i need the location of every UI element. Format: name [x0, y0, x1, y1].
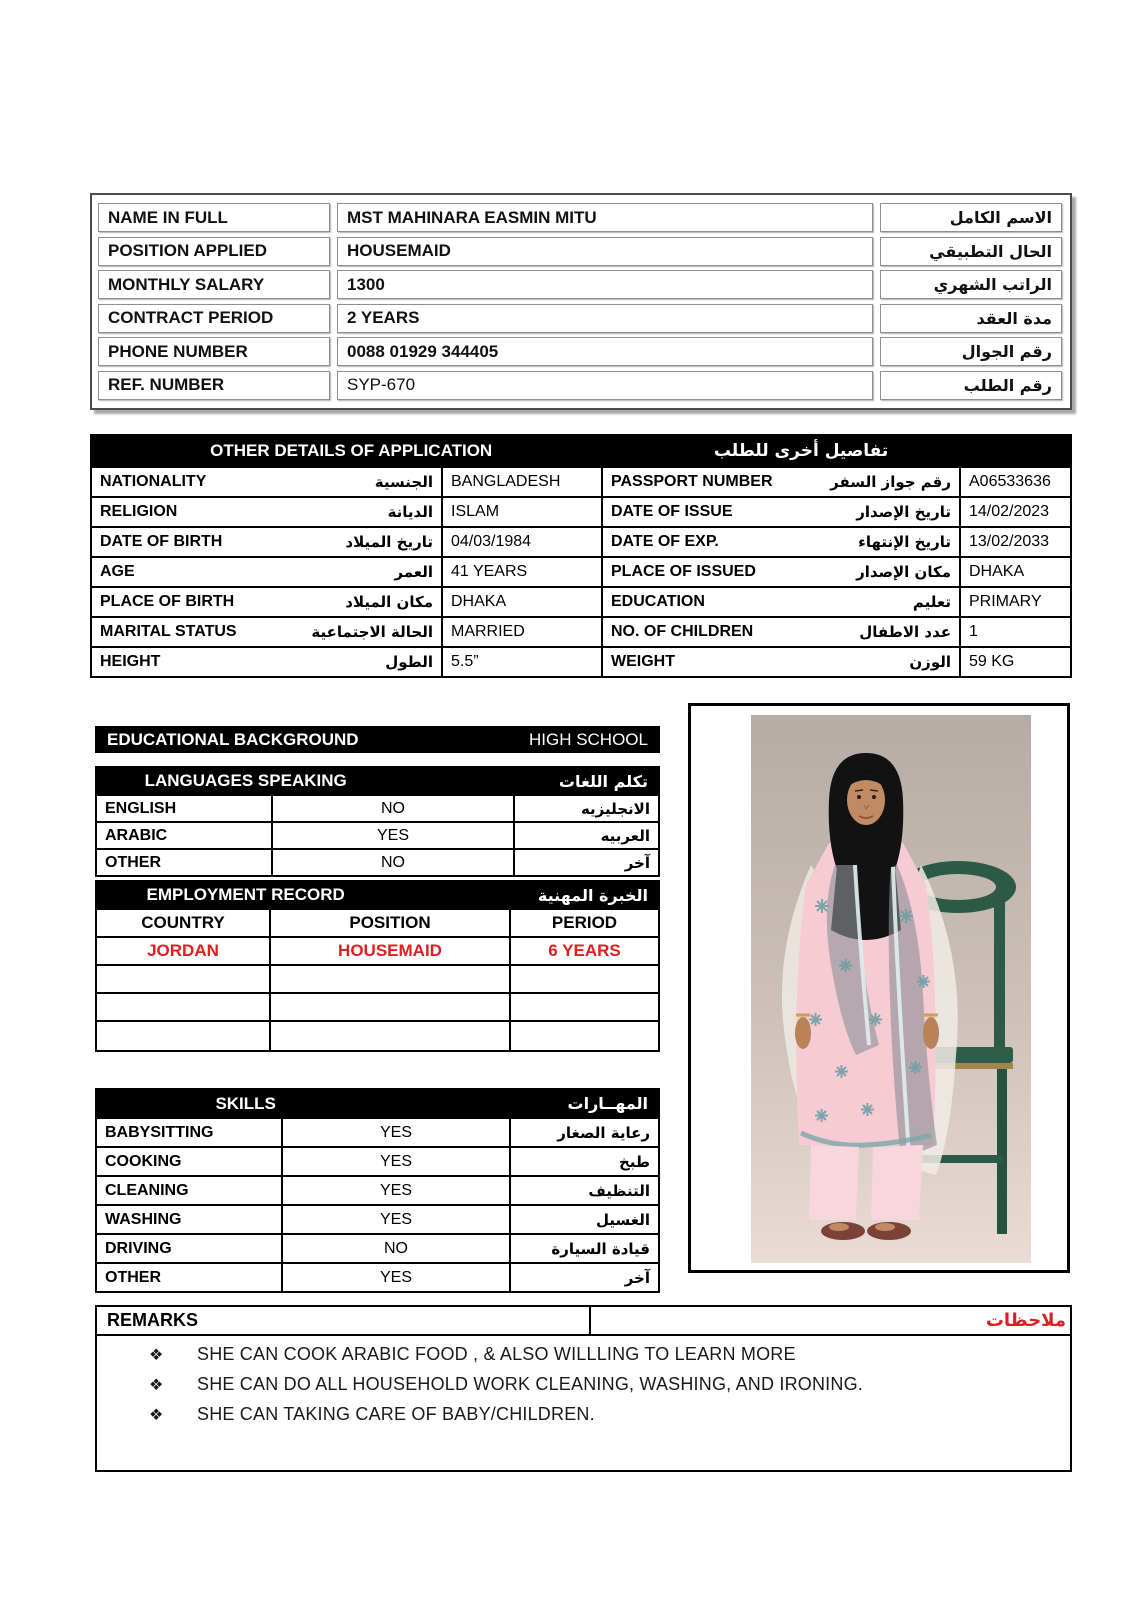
field-label-arabic: تاريخ الميلاد [345, 533, 433, 551]
employment-country [97, 994, 271, 1020]
skill-label: BABYSITTING [97, 1119, 283, 1146]
section-title-arabic: ملاحظات [985, 1310, 1066, 1331]
employment-period [511, 966, 658, 992]
field-label-arabic: تعليم [912, 593, 951, 611]
employment-row [97, 936, 658, 964]
field-label-arabic: الوزن [909, 653, 951, 671]
field-label-arabic: رقم الجوال [880, 337, 1062, 366]
field-value: 5.5” [443, 648, 603, 676]
field-value: 1 [969, 623, 978, 640]
field-value: DHAKA [969, 563, 1025, 580]
field-label: DATE OF ISSUE [611, 503, 733, 520]
field-label: CONTRACT PERIOD [98, 304, 330, 333]
language-label-arabic: الانجليزيه [580, 799, 650, 818]
field-value: PRIMARY [969, 593, 1042, 610]
skill-row [97, 1175, 658, 1204]
language-row [97, 848, 658, 875]
remark-item [97, 1404, 1070, 1434]
field-label: WEIGHT [611, 653, 675, 670]
skill-row [97, 1262, 658, 1291]
section-title-arabic: تفاصيل أخرى للطلب [713, 441, 889, 461]
skill-label-arabic: الغسيل [595, 1210, 650, 1229]
field-value: 1300 [337, 270, 873, 299]
skills-header [97, 1090, 658, 1117]
employment-row [97, 992, 658, 1020]
remark-text: SHE CAN DO ALL HOUSEHOLD WORK CLEANING, WASHING, AND IRONING. [197, 1374, 863, 1394]
field-label: MARITAL STATUS [100, 623, 237, 640]
column-header: POSITION [271, 910, 511, 936]
field-row [98, 270, 1064, 299]
applicant-summary-table [90, 193, 1072, 410]
field-label-arabic: الحالة الاجتماعية [311, 623, 433, 641]
education-level-value: HIGH SCHOOL [528, 729, 648, 749]
employment-header [97, 882, 658, 908]
language-label: ARABIC [97, 823, 273, 848]
field-row [98, 337, 1064, 366]
field-label: HEIGHT [100, 653, 161, 670]
details-row [92, 586, 1070, 616]
skill-row [97, 1233, 658, 1262]
employment-record-table [95, 880, 660, 1052]
field-row [98, 203, 1064, 232]
skill-row [97, 1117, 658, 1146]
field-value: 04/03/1984 [443, 528, 603, 556]
field-value: DHAKA [443, 588, 603, 616]
skill-label-arabic: آخر [624, 1268, 650, 1287]
remarks-list [97, 1336, 1070, 1434]
field-label-arabic: الديانة [387, 503, 433, 521]
diamond-bullet-icon: ❖ [149, 1377, 164, 1394]
employment-position [271, 966, 511, 992]
employment-country [97, 966, 271, 992]
skill-label-arabic: التنظيف [588, 1181, 650, 1200]
applicant-photo [751, 715, 1031, 1263]
field-value: SYP-670 [337, 371, 873, 400]
remark-item [97, 1344, 1070, 1374]
details-row [92, 526, 1070, 556]
field-value: 41 YEARS [443, 558, 603, 586]
field-label-arabic: العمر [394, 563, 433, 581]
language-label-arabic: آخر [624, 853, 650, 872]
field-value: 2 YEARS [337, 304, 873, 333]
other-details-header [92, 436, 1070, 466]
details-row [92, 556, 1070, 586]
remarks-section [95, 1305, 1072, 1472]
skill-label: OTHER [97, 1264, 283, 1291]
field-label-arabic: الجنسية [374, 473, 433, 491]
details-row [92, 646, 1070, 676]
languages-header [97, 768, 658, 794]
employment-row [97, 964, 658, 992]
skill-value: YES [283, 1119, 511, 1146]
skill-label-arabic: رعاية الصغار [557, 1123, 650, 1142]
diamond-bullet-icon: ❖ [149, 1347, 164, 1364]
employment-column-headers [97, 908, 658, 936]
skill-row [97, 1146, 658, 1175]
section-title: EMPLOYMENT RECORD [146, 885, 345, 904]
field-label-arabic: مدة العقد [880, 304, 1062, 333]
skill-label-arabic: قيادة السيارة [551, 1239, 650, 1258]
field-label: AGE [100, 563, 135, 580]
field-value: A06533636 [969, 473, 1051, 490]
field-label: PLACE OF ISSUED [611, 563, 756, 580]
field-label: MONTHLY SALARY [98, 270, 330, 299]
skill-value: NO [283, 1235, 511, 1262]
field-value: 14/02/2023 [969, 503, 1050, 520]
section-title: OTHER DETAILS OF APPLICATION [210, 441, 493, 460]
field-label: DATE OF BIRTH [100, 533, 223, 550]
field-row [98, 304, 1064, 333]
skill-label-arabic: طبخ [618, 1152, 650, 1171]
section-title: LANGUAGES SPEAKING [144, 771, 347, 790]
language-value: YES [273, 823, 515, 848]
field-label: PLACE OF BIRTH [100, 593, 235, 610]
language-label-arabic: العربيه [600, 826, 650, 845]
field-label: POSITION APPLIED [98, 237, 330, 266]
field-row [98, 237, 1064, 266]
skill-label: COOKING [97, 1148, 283, 1175]
language-label: OTHER [97, 850, 273, 875]
field-label-arabic: عدد الاطفال [859, 623, 951, 641]
field-label: PHONE NUMBER [98, 337, 330, 366]
employment-country: JORDAN [97, 938, 271, 964]
employment-period [511, 994, 658, 1020]
employment-position [271, 1022, 511, 1050]
skill-value: YES [283, 1148, 511, 1175]
language-row [97, 794, 658, 821]
field-label: RELIGION [100, 503, 178, 520]
column-header: COUNTRY [97, 910, 271, 936]
skill-value: YES [283, 1206, 511, 1233]
educational-background-bar [95, 726, 660, 753]
remarks-header [97, 1307, 1070, 1336]
field-label: DATE OF EXP. [611, 533, 719, 550]
language-label: ENGLISH [97, 796, 273, 821]
section-title: EDUCATIONAL BACKGROUND [107, 729, 359, 749]
employment-position [271, 994, 511, 1020]
field-value: MARRIED [443, 618, 603, 646]
employment-row [97, 1020, 658, 1050]
applicant-photo-frame [688, 703, 1070, 1273]
field-value: 0088 01929 344405 [337, 337, 873, 366]
field-value: BANGLADESH [443, 468, 603, 496]
field-value: 59 KG [969, 653, 1015, 670]
details-row [92, 616, 1070, 646]
section-title: REMARKS [97, 1307, 591, 1334]
section-title-arabic: تكلم اللغات [558, 771, 648, 791]
languages-table [95, 766, 660, 877]
field-value: MST MAHINARA EASMIN MITU [337, 203, 873, 232]
details-row [92, 496, 1070, 526]
field-label-arabic: تاريخ الإنتهاء [858, 533, 951, 551]
field-label: NATIONALITY [100, 473, 207, 490]
field-value: 13/02/2033 [969, 533, 1050, 550]
remark-text: SHE CAN COOK ARABIC FOOD , & ALSO WILLLING TO LEARN MORE [197, 1344, 796, 1364]
skill-row [97, 1204, 658, 1233]
field-label-arabic: مكان الميلاد [345, 593, 433, 611]
language-row [97, 821, 658, 848]
skill-value: YES [283, 1264, 511, 1291]
employment-country [97, 1022, 271, 1050]
field-label-arabic: الاسم الكامل [880, 203, 1062, 232]
field-value: ISLAM [443, 498, 603, 526]
skill-label: DRIVING [97, 1235, 283, 1262]
language-value: NO [273, 850, 515, 875]
other-details-table [90, 434, 1072, 678]
field-value: HOUSEMAID [337, 237, 873, 266]
diamond-bullet-icon: ❖ [149, 1407, 164, 1424]
employment-period: 6 YEARS [548, 941, 621, 960]
field-row [98, 371, 1064, 400]
section-title-arabic: الخبرة المهنية [537, 885, 648, 905]
skill-label: CLEANING [97, 1177, 283, 1204]
remark-item [97, 1374, 1070, 1404]
skill-value: YES [283, 1177, 511, 1204]
field-label: NAME IN FULL [98, 203, 330, 232]
column-header: PERIOD [551, 913, 618, 932]
field-label: PASSPORT NUMBER [611, 473, 773, 490]
field-label: REF. NUMBER [98, 371, 330, 400]
field-label: NO. OF CHILDREN [611, 623, 754, 640]
employment-period [511, 1022, 658, 1050]
skills-table [95, 1088, 660, 1293]
employment-position: HOUSEMAID [271, 938, 511, 964]
field-label-arabic: الطول [385, 653, 433, 671]
details-row [92, 466, 1070, 496]
section-title: SKILLS [215, 1093, 276, 1113]
language-value: NO [273, 796, 515, 821]
skill-label: WASHING [97, 1206, 283, 1233]
field-label-arabic: رقم الطلب [880, 371, 1062, 400]
field-label-arabic: مكان الإصدار [856, 563, 951, 581]
field-label-arabic: رقم جواز السفر [830, 473, 951, 491]
field-label: EDUCATION [611, 593, 705, 610]
field-label-arabic: تاريخ الإصدار [856, 503, 951, 521]
section-title-arabic: المهــارات [567, 1094, 648, 1113]
field-label-arabic: الراتب الشهري [880, 270, 1062, 299]
remark-text: SHE CAN TAKING CARE OF BABY/CHILDREN. [197, 1404, 595, 1424]
field-label-arabic: الحال التطبيقي [880, 237, 1062, 266]
